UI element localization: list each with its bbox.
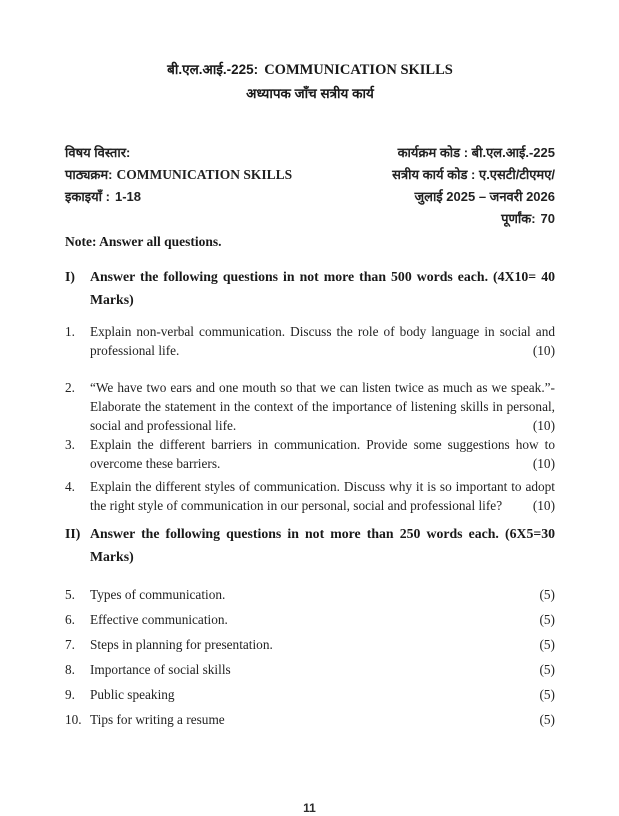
document-header [65,58,555,106]
question-row [65,685,555,704]
meta-block [65,142,555,230]
question-row [65,635,555,654]
question-number: 6. [65,612,75,627]
question-number: 8. [65,662,75,677]
question-marks: (5) [533,660,555,679]
question-number: 5. [65,587,75,602]
programme-code-row: कार्यक्रम कोड : बी.एल.आई.-225 [397,145,555,160]
question-number: 2. [65,380,75,395]
question-row [65,435,555,473]
section-1-heading [65,265,555,311]
question-number: 1. [65,324,75,339]
question-marks: (10) [527,496,555,515]
question-marks: (5) [533,685,555,704]
course-name: COMMUNICATION SKILLS [116,167,293,182]
question-text: Public speaking [90,687,175,702]
course-row: पाठ्यक्रम: COMMUNICATION SKILLS [65,167,293,182]
question-row [65,477,555,515]
course-title: COMMUNICATION SKILLS [264,62,453,78]
section-1-numeral: I) [65,269,75,284]
question-marks: (5) [533,610,555,629]
question-marks: (10) [527,341,555,360]
question-marks: (10) [527,416,555,435]
question-text: Explain non-verbal communication. Discuss the role of body language in social and professional life. [90,324,555,358]
question-text: Steps in planning for presentation. [90,637,273,652]
units-value: 1-18 [114,189,141,204]
question-row [65,585,555,604]
question-marks: (5) [533,585,555,604]
question-text: Effective communication. [90,612,228,627]
question-row [65,660,555,679]
total-marks-row: पूर्णांक: 70 [501,211,555,226]
units-row: इकाइयाँ : 1-18 [65,189,141,204]
question-text: Explain the different barriers in communication. Provide some suggestions how to overcome these barriers. [90,437,555,471]
assignment-code-row: सत्रीय कार्य कोड : ए.एसटी/टीएमए/ [392,167,555,182]
question-number: 4. [65,479,75,494]
meta-right-column [392,142,555,230]
question-row [65,322,555,360]
question-marks: (10) [527,454,555,473]
question-number: 10. [65,712,82,727]
course-code: बी.एल.आई.-225: [167,62,259,77]
question-text: “We have two ears and one mouth so that we can listen twice as much as we speak.”- Elaborate the statement in the context of the importance of listening skills in personal, social and professional life. [90,380,555,433]
section-2-heading-text: Answer the following questions in not more than 250 words each. (6X5=30 Marks) [90,526,555,564]
section-2-heading [65,522,555,568]
page-number: 11 [303,801,316,815]
question-text: Tips for writing a resume [90,712,225,727]
section-2-numeral: II) [65,526,81,541]
question-text: Explain the different styles of communication. Discuss why it is so important to adopt the right style of communication in our personal, social and professional life? [90,479,555,513]
session-dates-row: जुलाई 2025 – जनवरी 2026 [414,189,555,204]
coverage-label: विषय विस्तार: [65,145,131,160]
question-row [65,378,555,435]
note-line: Note: Answer all questions. [65,234,222,249]
question-marks: (5) [533,710,555,729]
question-number: 3. [65,437,75,452]
question-text: Importance of social skills [90,662,231,677]
meta-left-column [65,142,292,230]
question-number: 9. [65,687,75,702]
assignment-subtitle: अध्यापक जाँच सत्रीय कार्य [246,86,374,101]
question-row [65,710,555,729]
course-title-line [65,58,555,82]
question-text: Types of communication. [90,587,226,602]
question-marks: (5) [533,635,555,654]
question-number: 7. [65,637,75,652]
total-marks-value: 70 [540,211,555,226]
question-row [65,610,555,629]
section-1-heading-text: Answer the following questions in not more than 500 words each. (4X10= 40 Marks) [90,269,555,307]
